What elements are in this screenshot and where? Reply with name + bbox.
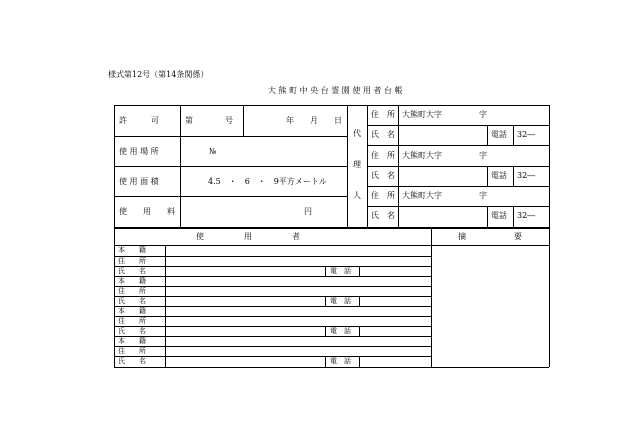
permit-label: 許 可 [119,116,159,125]
permit-date-label: 年 月 日 [286,116,342,125]
user-2-honseki-label: 本 籍 [118,277,146,285]
user-1-address-label: 住 所 [118,257,146,265]
agent-label-3: 人 [353,191,361,200]
permit-number-label: 第 号 [185,116,233,125]
area-value: 4.5 ・ 6 ・ 9平方メートル [208,177,327,186]
fee-label: 使 用 料 [119,207,175,216]
agent-3-name-label: 氏 名 [371,211,395,220]
place-label: 使 用 場 所 [119,147,159,156]
user-3-address-label: 住 所 [118,317,146,325]
agent-2-aza: 字 [479,151,487,160]
page-title: 大 熊 町 中 央 台 霊 園 使 用 者 台 帳 [268,86,403,95]
user-1-phone-label: 電 話 [330,267,351,275]
user-2-name-label: 氏 名 [118,297,146,305]
agent-3-phone-label: 電話 [491,211,507,220]
place-number-label: № [209,147,217,156]
user-3-phone-label: 電 話 [330,327,351,335]
agent-2-address-value: 大熊町大字 [402,151,442,160]
agent-1-aza: 字 [479,110,487,119]
fee-unit: 円 [304,207,312,216]
agent-2-name-label: 氏 名 [371,171,395,180]
user-4-honseki-label: 本 籍 [118,337,146,345]
user-4-address-label: 住 所 [118,347,146,355]
user-2-address-label: 住 所 [118,287,146,295]
remarks-header: 摘 要 [458,232,522,241]
user-4-name-label: 氏 名 [118,357,146,365]
form-number: 様式第12号（第14条関係） [108,70,209,79]
agent-1-name-label: 氏 名 [371,130,395,139]
user-1-honseki-label: 本 籍 [118,246,146,254]
agent-2-address-label: 住 所 [371,151,395,160]
user-3-name-label: 氏 名 [118,327,146,335]
agent-2-phone-value: 32― [517,171,536,180]
agent-1-phone-value: 32― [517,130,536,139]
agent-3-address-label: 住 所 [371,191,395,200]
agent-3-aza: 字 [479,191,487,200]
agent-1-address-label: 住 所 [371,110,395,119]
agent-1-phone-label: 電話 [491,130,507,139]
agent-label-1: 代 [353,129,361,138]
agent-3-phone-value: 32― [517,211,536,220]
user-4-phone-label: 電 話 [330,357,351,365]
user-3-honseki-label: 本 籍 [118,307,146,315]
area-label: 使 用 面 積 [119,177,159,186]
user-1-name-label: 氏 名 [118,267,146,275]
agent-3-address-value: 大熊町大字 [402,191,442,200]
user-2-phone-label: 電 話 [330,297,351,305]
agent-label-2: 理 [353,160,361,169]
user-header: 使 用 者 [196,232,300,241]
agent-2-phone-label: 電話 [491,171,507,180]
agent-1-address-value: 大熊町大字 [402,110,442,119]
